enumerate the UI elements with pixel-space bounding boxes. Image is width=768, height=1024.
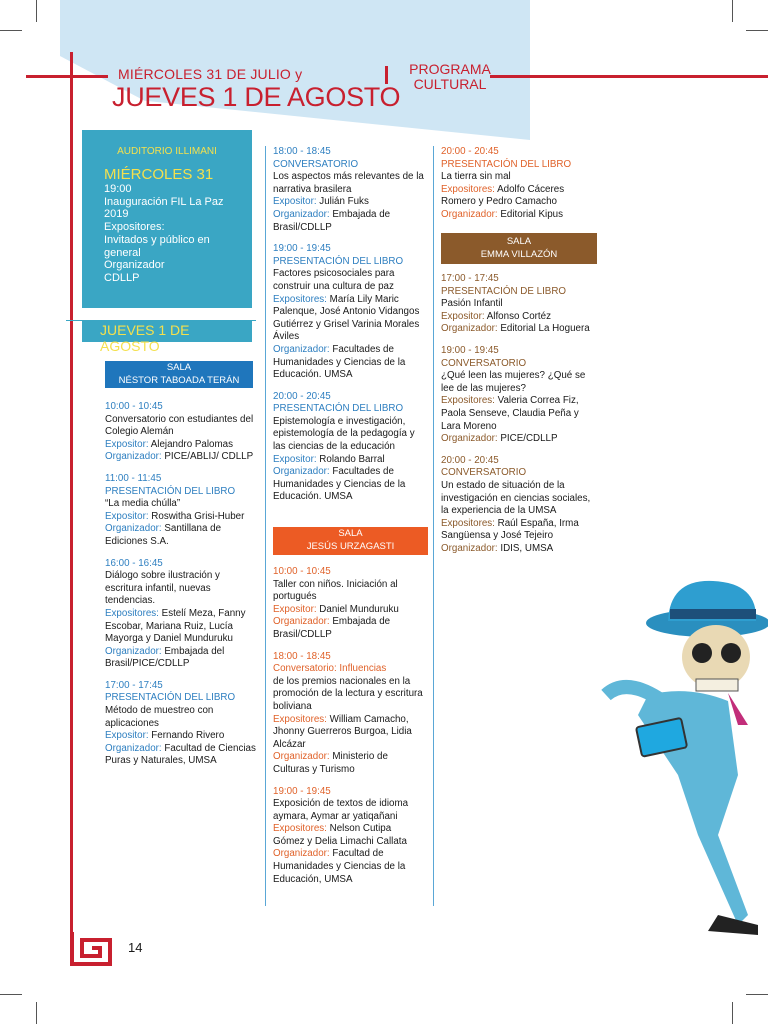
column-3-bottom [441, 273, 597, 564]
event-expositor [105, 511, 259, 524]
organizer-label: Organizador: [105, 523, 162, 535]
program-line1: PROGRAMA [409, 61, 491, 77]
event-time: 10:00 - 10:45 [273, 566, 331, 577]
event-organizer [441, 209, 597, 222]
event-description: Pasión Infantil [441, 298, 503, 310]
expositor-label: Expositor: [273, 196, 317, 208]
event-organizer [273, 209, 425, 234]
expositor-label: Expositor: [105, 510, 149, 522]
event-organizer [273, 751, 425, 776]
event-expositor [273, 714, 425, 752]
page-number: 14 [128, 940, 143, 955]
header-line1: MIÉRCOLES 31 DE JULIO y [118, 66, 303, 82]
expositor-label: Expositores: [105, 607, 159, 619]
event-item [273, 391, 425, 504]
organizer-label: Organizador: [441, 323, 498, 335]
expositor-label: Expositor: [273, 603, 317, 615]
header-rule-right [490, 75, 768, 78]
column-3-top [441, 146, 597, 231]
event-description: Conversatorio con estudiantes del Colegio Alemán [105, 413, 254, 438]
illimani-body [104, 183, 249, 285]
event-expositor [273, 823, 425, 848]
header-title: JUEVES 1 DE AGOSTO [112, 82, 401, 112]
event-item [441, 273, 597, 336]
event-description: Taller con niños. Iniciación al portugués [273, 578, 398, 603]
event-organizer [273, 344, 425, 382]
expositor-value: Alejandro Palomas [150, 438, 233, 450]
organizer-value: Embajada de Brasil/CDLLP [273, 208, 391, 233]
expositor-value: Adolfo Cáceres Romero y Pedro Camacho [441, 183, 565, 208]
event-type: PRESENTACIÓN DEL LIBRO [273, 403, 404, 415]
event-organizer [273, 848, 425, 886]
expositor-value: Julián Fuks [319, 196, 369, 208]
organizer-value: Facultades de Humanidades y Ciencias de la Educación. UMSA [273, 343, 406, 381]
event-item [273, 146, 425, 234]
organizer-label: Organizador: [441, 433, 498, 445]
sala-nestor-taboada [105, 361, 253, 388]
sala-label: SALA [338, 528, 363, 539]
crop-mark [746, 30, 768, 31]
event-expositor [273, 454, 425, 467]
illimani-exp: Invitados y público en general [104, 233, 210, 259]
event-description: ¿Qué leen las mujeres? ¿Qué se lee de las mujeres? [441, 370, 586, 394]
sala-emma-villazon [441, 233, 597, 264]
expositor-label: Expositores: [273, 293, 327, 305]
event-description: Factores psicosociales para construir una cultura de paz [273, 268, 395, 292]
organizer-value: Embajada del Brasil/PICE/CDLLP [105, 645, 225, 670]
organizer-label: Organizador: [105, 451, 162, 463]
expositor-label: Expositor: [441, 310, 485, 322]
event-expositor [273, 604, 425, 617]
event-organizer [441, 323, 597, 336]
event-time: 20:00 - 20:45 [441, 146, 499, 157]
illimani-exp-label: Expositores: [104, 221, 165, 234]
sala-name: EMMA VILLAZÓN [480, 249, 558, 260]
crop-mark [732, 1002, 733, 1024]
jueves-title: JUEVES 1 DE AGOSTO [100, 322, 190, 354]
event-type: CONVERSATORIO [441, 357, 527, 369]
skeleton-illustration [598, 575, 768, 935]
event-description: La tierra sin mal [441, 171, 511, 183]
event-description: de los premios nacionales en la promoción de la lectura y escritura boliviana [273, 675, 423, 712]
event-time: 20:00 - 20:45 [273, 390, 331, 402]
event-organizer [105, 646, 259, 671]
column-2-top [273, 146, 425, 513]
expositor-label: Expositores: [441, 395, 495, 407]
illimani-time: 19:00 [104, 183, 132, 195]
expositor-label: Expositores: [273, 713, 327, 725]
organizer-label: Organizador: [273, 343, 330, 355]
crop-mark [36, 1002, 37, 1024]
event-organizer [105, 743, 259, 768]
expositor-value: Roswitha Grisi-Huber [151, 510, 245, 522]
greek-key-ornament [70, 930, 112, 966]
crop-mark [746, 994, 768, 995]
event-time: 19:00 - 19:45 [273, 785, 331, 797]
event-item [273, 786, 425, 887]
event-expositor [441, 395, 597, 433]
crop-mark [0, 30, 22, 31]
sala-label: SALA [506, 236, 532, 247]
organizer-value: Editorial La Hoguera [500, 323, 590, 335]
event-description: Método de muestreo con aplicaciones [105, 705, 214, 729]
expositor-value: Rolando Barral [319, 453, 385, 465]
event-time: 11:00 - 11:45 [105, 472, 162, 484]
event-expositor [273, 196, 425, 209]
event-description: Epistemología e investigación, epistemología de la pedagogía y las ciencias de la educación [273, 415, 415, 453]
event-description: Los aspectos más relevantes de la narrativa brasilera [273, 171, 424, 195]
organizer-label: Organizador: [105, 645, 162, 657]
event-type: PRESENTACIÓN DEL LIBRO [105, 485, 236, 497]
expositor-label: Expositor: [273, 453, 317, 465]
event-item [441, 146, 597, 222]
event-organizer [105, 451, 259, 464]
event-item [273, 651, 425, 777]
event-time: 19:00 - 19:45 [273, 243, 331, 255]
event-time: 17:00 - 17:45 [441, 273, 499, 284]
column-1 [105, 401, 259, 777]
organizer-label: Organizador: [273, 751, 330, 763]
expositor-value: Raúl España, Irma Sangüensa y José Tejeiro [441, 517, 579, 542]
organizer-value: IDIS, UMSA [500, 542, 554, 554]
column-2-bottom [273, 566, 425, 895]
event-time: 18:00 - 18:45 [273, 650, 331, 662]
organizer-value: Ministerio de Culturas y Turismo [273, 751, 388, 775]
event-type: PRESENTACIÓN DEL LIBRO [105, 692, 236, 704]
event-type: Conversatorio: Influencias [273, 663, 387, 675]
header-rule-left [26, 75, 108, 78]
column-divider [265, 146, 266, 906]
organizer-label: Organizador: [105, 742, 162, 754]
event-type: CONVERSATORIO [273, 158, 359, 170]
event-description: Exposición de textos de idioma aymara, Aymar ar yatiqañani [273, 798, 409, 822]
event-description: Un estado de situación de la investigación en ciencias sociales, la experiencia de la UMSA [441, 479, 591, 517]
jueves-title-bar [82, 320, 252, 354]
event-time: 20:00 - 20:45 [441, 454, 499, 466]
organizer-value: PICE/CDLLP [500, 433, 558, 445]
day-label: MIÉRCOLES 31 [104, 166, 214, 183]
event-expositor [441, 184, 597, 209]
organizer-value: Facultad de Ciencias Puras y Naturales, UMSA [105, 742, 256, 767]
event-item [273, 566, 425, 642]
organizer-label: Organizador: [441, 208, 498, 220]
expositor-value: Valeria Correa Fiz, Paola Senseve, Claudia Peña y Lara Moreno [441, 395, 579, 432]
organizer-value: Facultades de Humanidades y Ciencias de la Educación. UMSA [273, 466, 406, 503]
venue-label: AUDITORIO ILLIMANI [117, 146, 217, 157]
organizer-value: PICE/ABLIJ/ CDLLP [164, 451, 254, 463]
organizer-label: Organizador: [273, 848, 330, 860]
expositor-label: Expositores: [441, 183, 495, 195]
expositor-value: Daniel Munduruku [319, 603, 399, 615]
organizer-value: Santillana de Ediciones S.A. [105, 523, 222, 547]
event-time: 18:00 - 18:45 [273, 146, 331, 157]
event-time: 17:00 - 17:45 [105, 679, 163, 691]
page-vertical-rule [70, 52, 73, 957]
event-item [273, 243, 425, 382]
event-expositor [105, 730, 259, 743]
illimani-org: CDLLP [104, 271, 140, 284]
organizer-value: Embajada de Brasil/CDLLP [273, 616, 391, 640]
sala-label: SALA [166, 362, 192, 373]
event-item [105, 680, 259, 768]
event-expositor [441, 518, 597, 543]
column-divider [433, 146, 434, 906]
sala-name: JESÚS URZAGASTI [306, 541, 395, 552]
event-expositor [105, 608, 259, 646]
event-organizer [441, 543, 597, 556]
expositor-value: Estelí Meza, Fanny Escobar, Mariana Ruiz, Lucía Mayorga y Daniel Munduruku [105, 607, 246, 645]
expositor-label: Expositores: [273, 823, 327, 835]
event-item [441, 455, 597, 556]
event-organizer [441, 433, 597, 446]
event-time: 16:00 - 16:45 [105, 557, 163, 569]
event-description: “La media chúlla” [105, 498, 181, 510]
crop-mark [0, 994, 22, 995]
event-type: PRESENTACIÓN DEL LIBRO [273, 255, 404, 267]
event-item [105, 401, 259, 464]
event-organizer [273, 616, 425, 641]
event-type: PRESENTACIÓN DE LIBRO [441, 285, 567, 297]
illimani-org-label: Organizador [104, 259, 165, 272]
organizer-value: Editorial Kipus [500, 208, 563, 220]
event-type: PRESENTACIÓN DEL LIBRO [441, 158, 572, 170]
expositor-value: María Lily Maric Palenque, José Antonio Vidangos Gutiérrez y Grisel Varinia Morales Áviles [273, 293, 420, 343]
event-item [105, 558, 259, 671]
event-item [441, 345, 597, 446]
expositor-value: Fernando Rivero [151, 730, 225, 742]
program-line2: CULTURAL [413, 76, 487, 92]
event-expositor [273, 294, 425, 344]
illimani-event: Inauguración FIL La Paz 2019 [104, 195, 224, 221]
event-expositor [105, 439, 259, 452]
event-description: Diálogo sobre ilustración y escritura infantil, nuevas tendencias. [105, 570, 220, 607]
expositor-value: William Camacho, Jhonny Guerreros Burgoa, Lidia Alcázar [273, 713, 412, 750]
expositor-label: Expositor: [105, 438, 149, 450]
organizer-label: Organizador: [273, 466, 330, 478]
crop-mark [732, 0, 733, 22]
organizer-value: Facultad de Humanidades y Ciencias de la Educación, UMSA [273, 848, 406, 885]
sala-jesus-urzagasti [273, 527, 428, 555]
program-label [405, 62, 495, 92]
organizer-label: Organizador: [441, 542, 498, 554]
organizer-label: Organizador: [273, 208, 330, 220]
expositor-value: Alfonso Cortéz [486, 310, 552, 322]
organizer-label: Organizador: [273, 616, 330, 628]
event-organizer [105, 523, 259, 548]
event-item [105, 473, 259, 549]
event-type: CONVERSATORIO [441, 467, 527, 479]
crop-mark [36, 0, 37, 22]
auditorio-illimani-box [82, 130, 252, 308]
event-expositor [441, 311, 597, 324]
event-time: 19:00 - 19:45 [441, 344, 499, 356]
sala-name: NÉSTOR TABOADA TERÁN [118, 375, 240, 386]
event-time: 10:00 - 10:45 [105, 401, 163, 412]
event-organizer [273, 466, 425, 504]
expositor-value: Nelson Cutipa Gómez y Delia Limachi Callata [273, 823, 407, 847]
expositor-label: Expositores: [441, 517, 495, 529]
expositor-label: Expositor: [105, 730, 149, 742]
